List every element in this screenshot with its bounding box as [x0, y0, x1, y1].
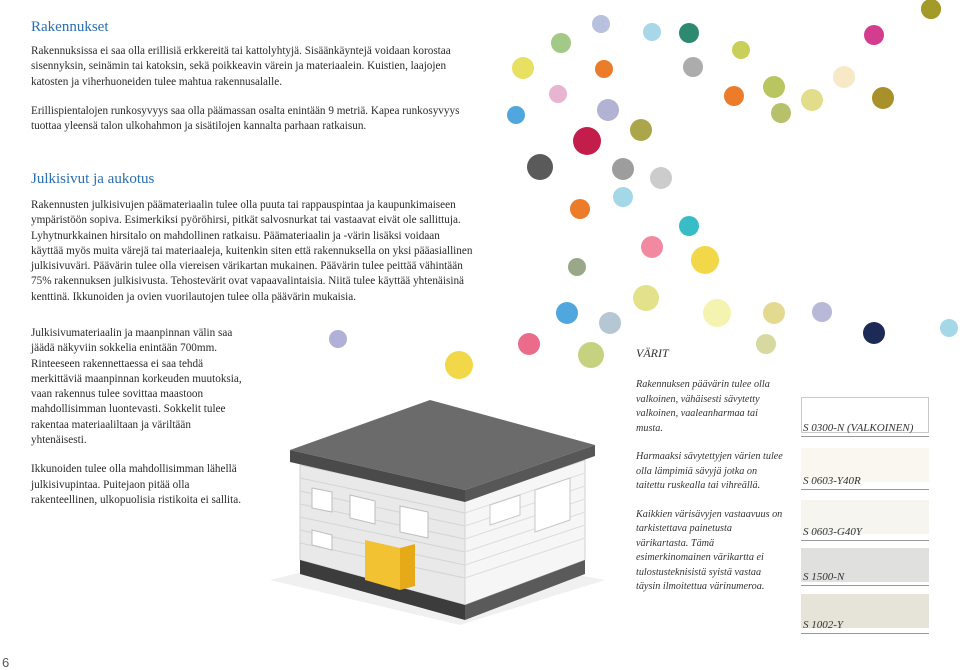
paragraph: Ikkunoiden tulee olla mahdollisimman lähellä julkisivupintaa. Puitejaon pitää olla rakenteellinen, ulkopuolisia ristikoita ei sallita.: [31, 463, 242, 506]
swatch-label: S 0603-Y40R: [803, 475, 861, 487]
paragraph: Rakennuksissa ei saa olla erillisiä erkkereitä tai kattolyhtyjä. Sisäänkäyntejä voidaan korostaa sisennyksin, seinämin tai katoksin, sekä poikkeavin värein ja materiaalein. Kuistien, laajojen katosten ja viherhuoneiden tulee mahtua rakennusalalle.: [31, 45, 451, 88]
swatch-label: S 0300-N (VALKOINEN): [803, 422, 914, 434]
decorative-dot: [756, 334, 776, 354]
divider: [801, 436, 929, 437]
decorative-dot: [597, 99, 619, 121]
decorative-dot: [683, 57, 703, 77]
decorative-dot: [595, 60, 613, 78]
paragraph: Rakennusten julkisivujen päämateriaalin tulee olla puuta tai rappauspintaa ja kaupunkimaiseen ympäristöön sopiva. Esimerkiksi pyöröhirsi, pitkät salvosnurkat tai vastaavat eivät ole sallittuja. Lyhytnurkkainen hirsitalo on mahdollinen ratkaisu. Päämateriaalin ja -värin lisäksi voidaan käyttää myös muita värejä tai materiaaleja, kuitenkin siten että rakennuksella on yksi pääasiallinen julkisivuväri. Päävärin tulee olla viereisen värikartan mukainen. Päävärin tulee peittää vähintään 75% rakennuksen julkisivusta. Tehostevärit ovat vapaavalintaisia. Niitä tulee käyttää yhtenäisinä kenttinä. Ikkunoiden ja ovien vuorilautojen tulee olla päävärin mukaisia.: [31, 199, 473, 303]
decorative-dot: [801, 89, 823, 111]
decorative-dot: [599, 312, 621, 334]
decorative-dot: [551, 33, 571, 53]
decorative-dot: [445, 351, 473, 379]
decorative-dot: [578, 342, 604, 368]
decorative-dot: [641, 236, 663, 258]
decorative-dot: [613, 187, 633, 207]
decorative-dot: [679, 216, 699, 236]
colors-box-text: [636, 378, 784, 595]
paragraph: Julkisivumateriaalin ja maanpinnan välin saa jäädä näkyviin sokkelia enintään 700mm. Rinteeseen rakennettaessa ei saa tehdä merkittäviä maanpinnan korkeuden muutoksia, vaan rakennus tulee sovittaa maastoon mahdollisimman luontevasti. Sokkelit tulee rakentaa materiaaliltaan ja väriltään yhtenäisesti.: [31, 327, 242, 447]
decorative-dot: [921, 0, 941, 19]
decorative-dot: [724, 86, 744, 106]
decorative-dot: [643, 23, 661, 41]
decorative-dot: [863, 322, 885, 344]
decorative-dot: [633, 285, 659, 311]
decorative-dot: [527, 154, 553, 180]
colors-paragraph: Harmaaksi sävytettyjen värien tulee olla lämpimiä sävyjä jotka on taitettu ruskealla tai vihreällä.: [636, 451, 783, 491]
divider: [801, 540, 929, 541]
decorative-dot: [691, 246, 719, 274]
section-title-rakennukset: Rakennukset: [31, 19, 109, 35]
swatch-label: S 1002-Y: [803, 619, 844, 631]
decorative-dot: [732, 41, 750, 59]
colors-title: VÄRIT: [636, 346, 669, 360]
decorative-dot: [573, 127, 601, 155]
decorative-dot: [763, 76, 785, 98]
decorative-dot: [630, 119, 652, 141]
decorative-dot: [612, 158, 634, 180]
colors-paragraph: Rakennuksen päävärin tulee olla valkoinen, vähäisesti sävytetty valkoinen, vaaleanharmaa tai musta.: [636, 379, 770, 434]
decorative-dot: [507, 106, 525, 124]
swatch-label: S 0603-G40Y: [803, 526, 862, 538]
decorative-dot: [864, 25, 884, 45]
section-rakennukset-body: [31, 44, 476, 134]
page-number: 6: [2, 655, 10, 670]
decorative-dot: [833, 66, 855, 88]
paragraph: Erillispientalojen runkosyvyys saa olla päämassan osalta enintään 9 metriä. Kapea runkosyvyys tuottaa yleensä talon ulkohahmon ja sisätilojen kannalta parhaan ratkaisun.: [31, 104, 460, 133]
decorative-dot: [771, 103, 791, 123]
decorative-dot: [763, 302, 785, 324]
decorative-dot: [568, 258, 586, 276]
decorative-dot: [556, 302, 578, 324]
house-illustration: [250, 380, 610, 630]
decorative-dot: [570, 199, 590, 219]
divider: [801, 489, 929, 490]
colors-paragraph: Kaikkien värisävyjen vastaavuus on tarkistettava painetusta värikartasta. Tämä esimerkinomainen värikartta ei tulostusteknisistä syistä vastaa täysin ilmoitettua värinumeroa.: [636, 508, 783, 592]
decorative-dot: [329, 330, 347, 348]
decorative-dot: [872, 87, 894, 109]
decorative-dot: [592, 15, 610, 33]
section-julkisivut-body-2: [31, 326, 247, 508]
decorative-dot: [512, 57, 534, 79]
decorative-dot: [703, 299, 731, 327]
decorative-dot: [940, 319, 958, 337]
decorative-dot: [812, 302, 832, 322]
swatch-label: S 1500-N: [803, 571, 845, 583]
decorative-dot: [679, 23, 699, 43]
divider: [801, 585, 929, 586]
divider: [801, 633, 929, 634]
section-title-julkisivut: Julkisivut ja aukotus: [31, 171, 155, 187]
decorative-dot: [518, 333, 540, 355]
decorative-dot: [650, 167, 672, 189]
decorative-dot: [549, 85, 567, 103]
section-julkisivut-body: [31, 198, 474, 305]
